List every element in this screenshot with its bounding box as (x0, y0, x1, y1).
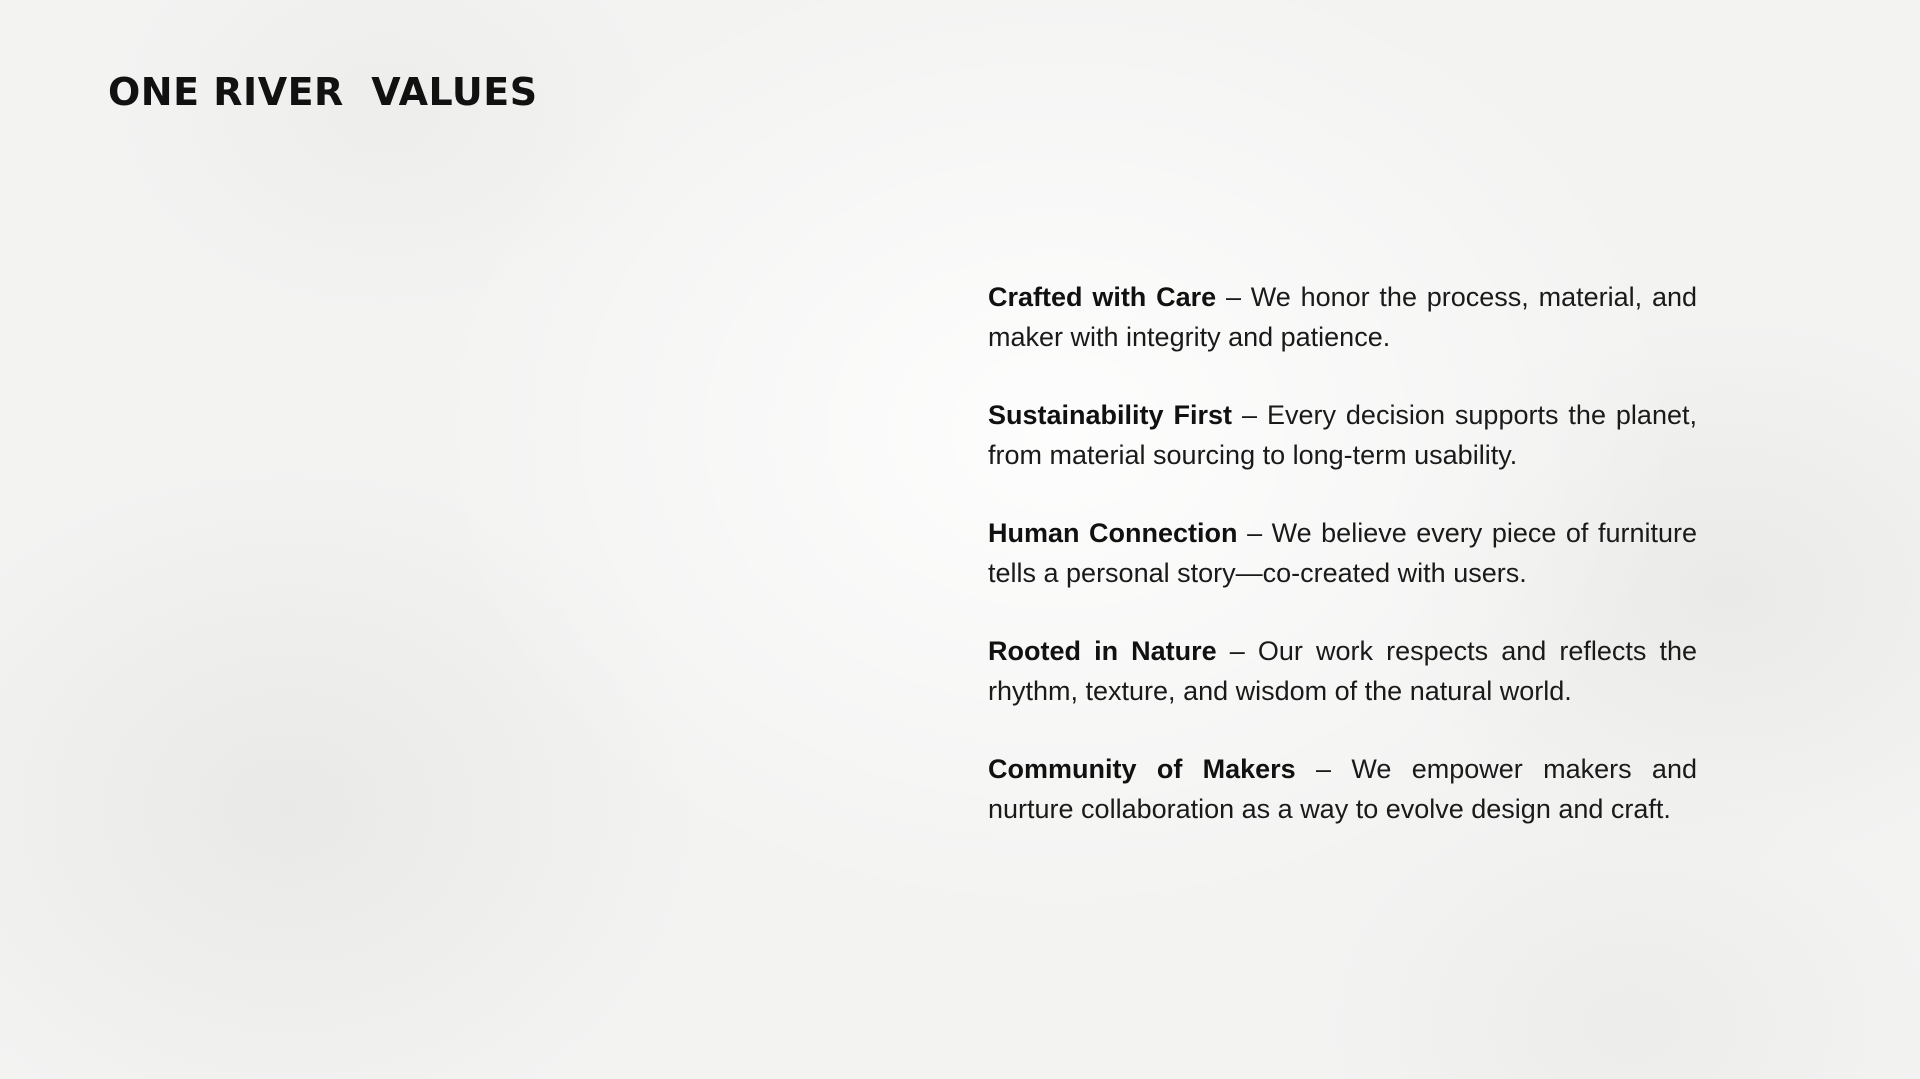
value-separator: – (1295, 754, 1352, 784)
value-name: Human Connection (988, 518, 1238, 548)
page-title: ONE RIVER VALUES (108, 70, 538, 114)
value-item-community-of-makers (988, 750, 1697, 829)
value-item-crafted-with-care (988, 278, 1697, 357)
value-item-human-connection (988, 514, 1697, 593)
value-description: Our work respects and reflects the rhythm, texture, and wisdom of the natural world. (988, 636, 1697, 706)
value-name: Sustainability First (988, 400, 1233, 430)
value-description: We honor the process, material, and maker with integrity and patience. (988, 282, 1697, 352)
value-name: Rooted in Nature (988, 636, 1217, 666)
value-separator: – (1216, 636, 1258, 666)
value-separator: – (1216, 282, 1251, 312)
value-description: We empower makers and nurture collaboration as a way to evolve design and craft. (988, 754, 1697, 824)
value-description: We believe every piece of furniture tells a personal story—co-created with users. (988, 518, 1697, 588)
value-separator: – (1232, 400, 1267, 430)
value-separator: – (1237, 518, 1272, 548)
values-list (988, 278, 1697, 868)
value-item-rooted-in-nature (988, 632, 1697, 711)
value-name: Crafted with Care (988, 282, 1217, 312)
value-name: Community of Makers (988, 754, 1296, 784)
value-item-sustainability-first (988, 396, 1697, 475)
value-description: Every decision supports the planet, from material sourcing to long-term usability. (988, 400, 1697, 470)
